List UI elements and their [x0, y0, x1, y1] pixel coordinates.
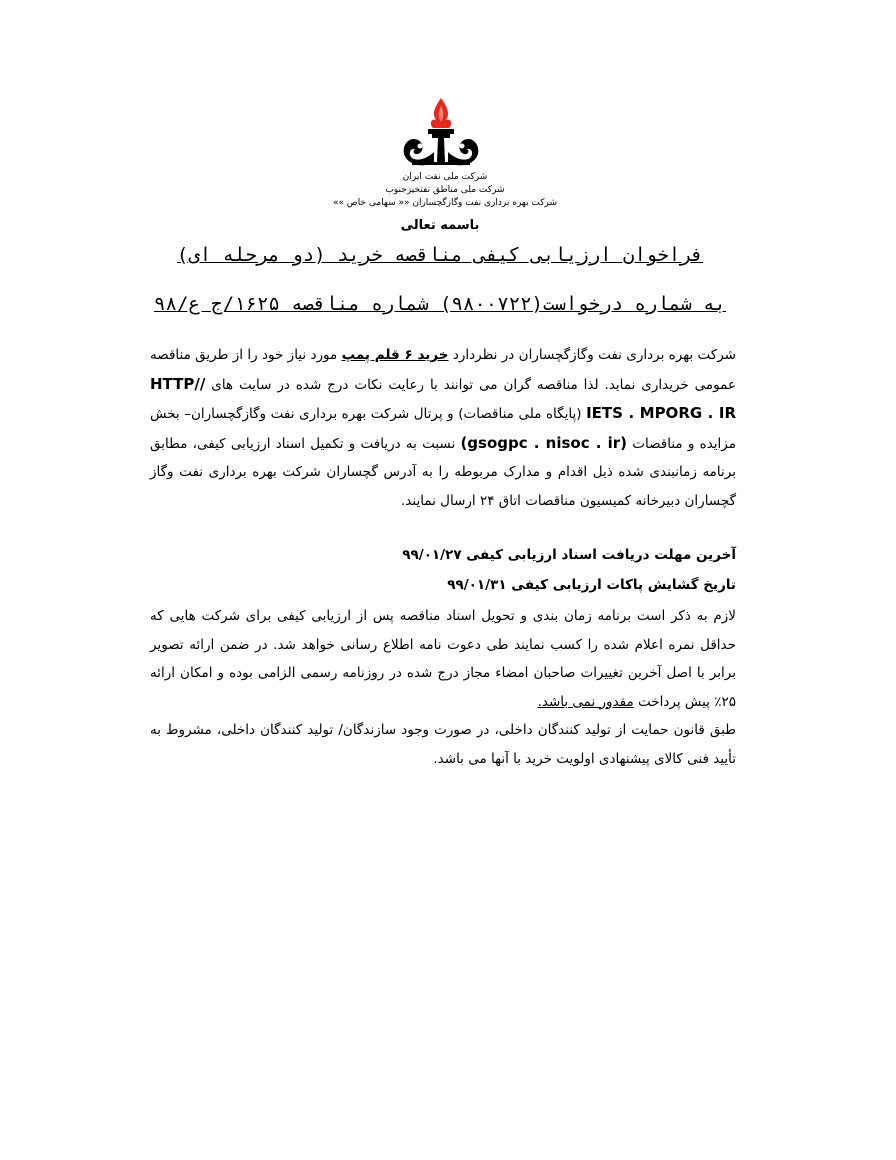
schedule-underlined: مقدور نمی باشد. — [537, 693, 634, 710]
paragraph-schedule — [150, 602, 736, 716]
basmala: باسمه تعالی — [400, 218, 480, 233]
intro-text-1: شرکت بهره برداری نفت وگازگچساران در نظردارد — [452, 347, 736, 363]
paragraph-domestic: طبق قانون حمایت از تولید کنندگان داخلی، در صورت وجود سازندگان/ تولید کنندگان داخلی، مشروط به تأیید فنی کالای پیشنهادی اولویت خرید با آنها می باشد. — [150, 722, 736, 767]
org-line-gachsaran: شرکت بهره برداری نفت وگازگچساران «« سهامی خاص »» — [332, 198, 558, 208]
paragraph-intro — [150, 341, 736, 515]
website-gsogpc-link[interactable]: (gsogpc . nisoc . ir) — [460, 433, 628, 452]
intro-text-4: نسبت به دریافت و تکمیل اسناد ارزیابی کیفی، مطابق برنامه زمانبندی شده ذیل اقدام و مدارک مربوطه را به آدرس گچساران شرکت بهره برداری نفت وگاز گچساران دبیرخانه کمیسیون مناقصات اتاق ۲۴ ارسال نمایند. — [150, 435, 736, 509]
org-line-south-oil: شرکت ملی مناطق نفتخیزجنوب — [385, 185, 505, 195]
schedule-text: لازم به ذکر است برنامه زمان بندی و تحویل اسناد مناقصه پس از ارزیابی کیفی برای شرکت هایی که حداقل نمره اعلام شده را کسب نمایند طی دعوت نامه اطلاع رسانی خواهد شد. در ضمن ارائه تصویر برابر با اصل آخرین تغییرات صاحبان امضاء مجاز درج شده در روزنامه رسمی الزامی بوده و امکان ارائه ۲۵٪ پیش پرداخت — [150, 608, 736, 710]
org-line-national-oil: شرکت ملی نفت ایران — [402, 172, 488, 182]
website-iets-link[interactable]: HTTP// IETS . MPORG . IR — [150, 374, 736, 422]
nioc-flame-logo-icon — [398, 96, 484, 170]
deadline-opening: تاریخ گشایش پاکات ارزیابی کیفی ۹۹/۰۱/۳۱ — [447, 577, 736, 593]
purchase-item: خرید ۶ قلم پمپ — [341, 347, 449, 363]
tender-number: به شماره درخواست(۹۸۰۰۷۲۲) شماره مناقصه ۱۶۲۵/ج ع/۹۸ — [154, 293, 726, 315]
tender-title: فراخوان ارزیابی کیفی مناقصه خرید (دو مرحله ای) — [176, 244, 704, 266]
intro-text-2: مورد نیاز خود را از طریق مناقصه عمومی خریداری نماید. لذا مناقصه گران می توانند با رعایت نکات درج شده در سایت های — [150, 347, 736, 393]
deadline-documents: آخرین مهلت دریافت اسناد ارزیابی کیفی ۹۹/۰۱/۲۷ — [402, 547, 736, 563]
intro-text-3: (پایگاه ملی مناقصات) و پرتال شرکت بهره برداری نفت وگازگچساران– بخش مزایده و مناقصات — [150, 406, 736, 452]
